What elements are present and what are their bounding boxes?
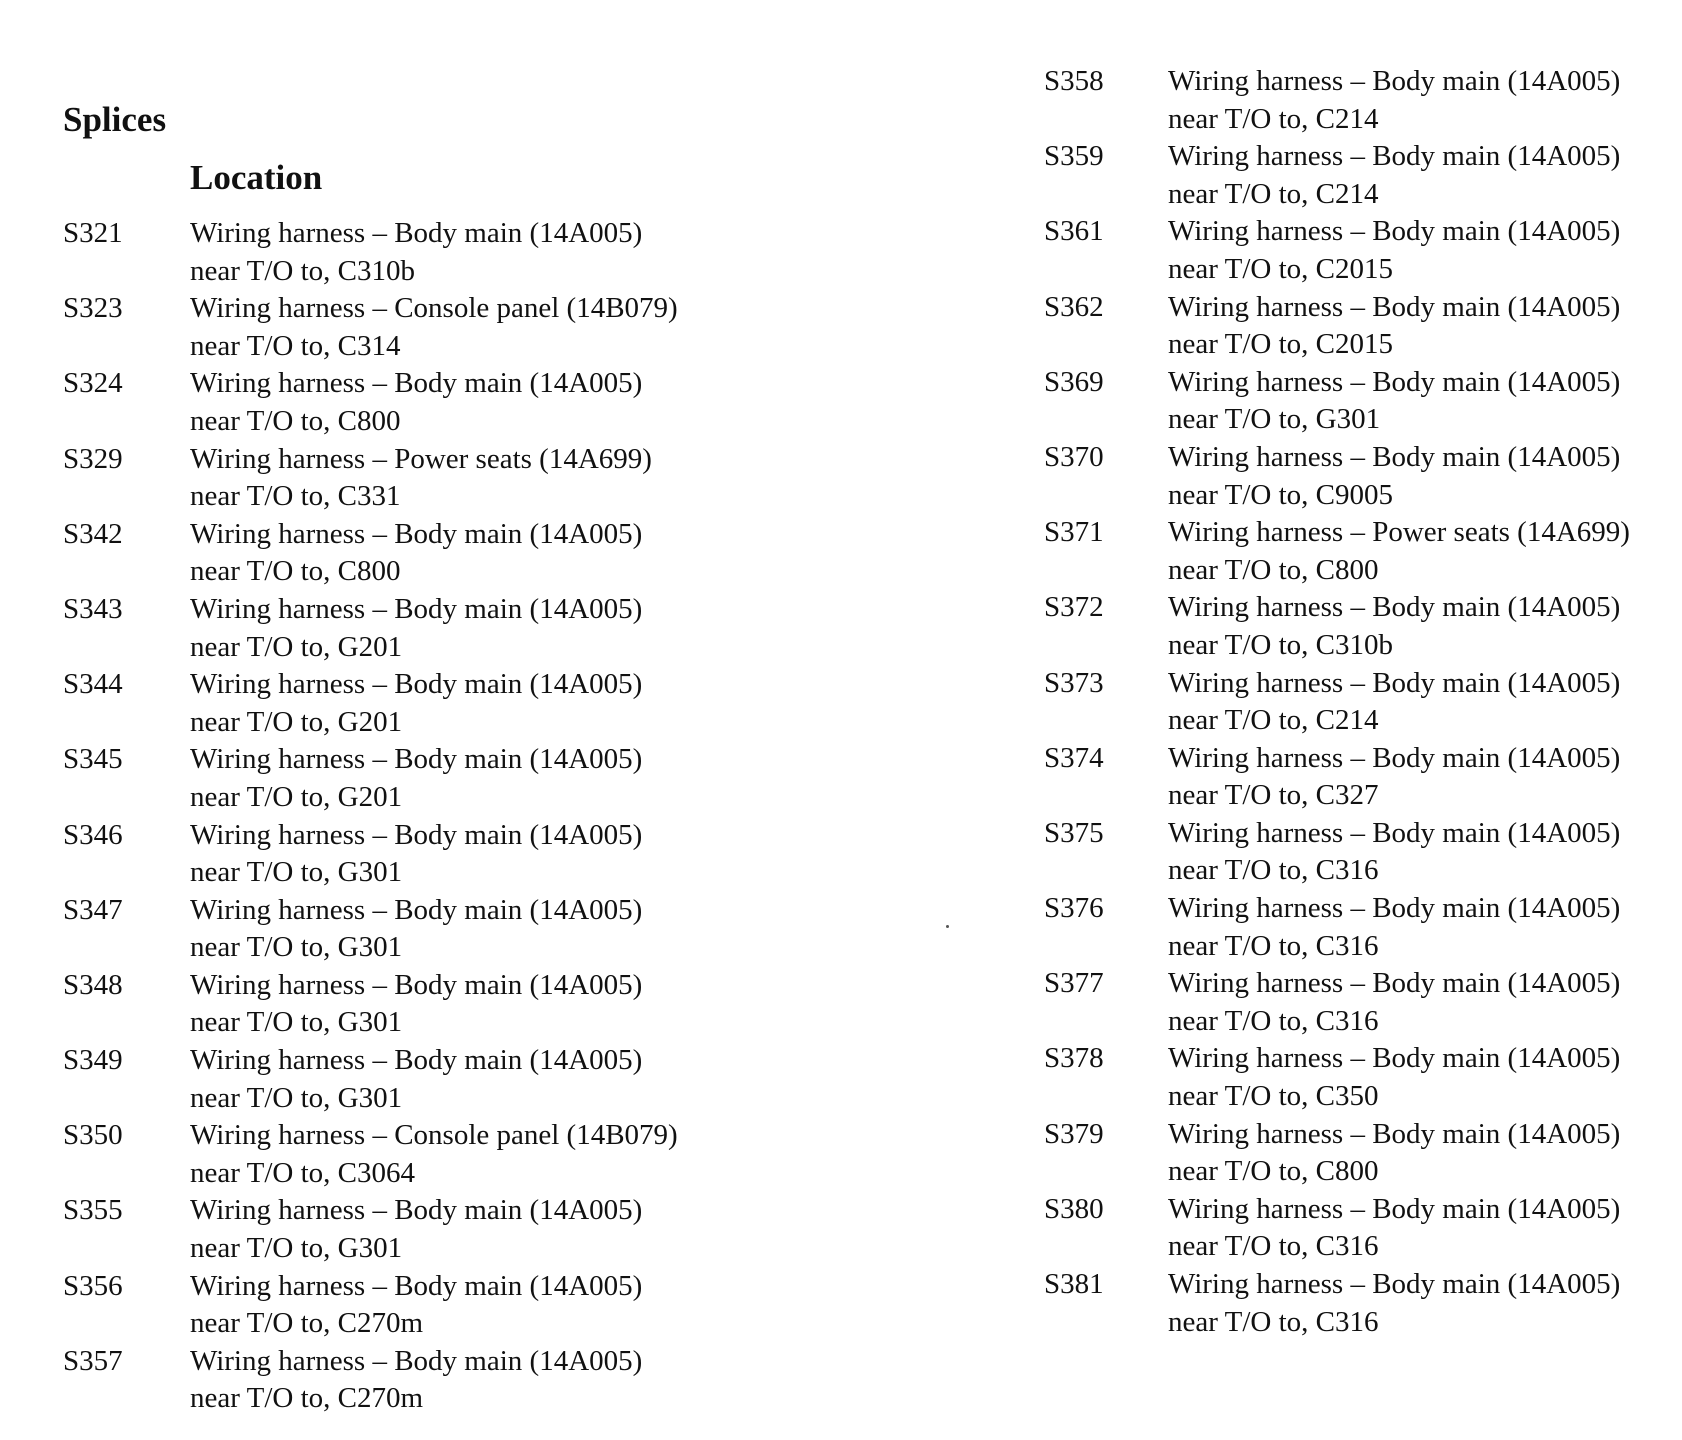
splice-location [1168,1191,1620,1266]
splice-code: S343 [63,592,123,625]
splice-location [190,1268,642,1343]
splice-location [1168,364,1620,439]
splice-code: S321 [63,217,123,249]
splice-location [190,1042,642,1117]
harness-description: Wiring harness – Console panel (14B079) [190,292,678,325]
near-connector: near T/O to, C800 [190,404,401,437]
splice-code: S346 [63,818,123,851]
harness-description: Wiring harness – Body main (14A005) [190,893,643,926]
splice-code: S359 [1044,140,1104,173]
near-connector: near T/O to, C2015 [1168,252,1393,285]
harness-description: Wiring harness – Body main (14A005) [190,217,643,249]
near-connector: near T/O to, C800 [190,555,401,588]
splice-code: S371 [1044,516,1104,549]
harness-description: Wiring harness – Body main (14A005) [1168,290,1621,323]
near-connector: near T/O to, C2015 [1168,328,1393,361]
harness-description: Wiring harness – Body main (14A005) [190,592,643,625]
splice-code: S348 [63,968,123,1001]
splice-code: S324 [63,367,123,400]
splice-code: S356 [63,1269,123,1302]
splice-location [190,1343,642,1418]
splice-location [1168,665,1620,740]
splice-location [190,516,642,591]
near-connector: near T/O to, G301 [190,1081,403,1114]
splice-code: S345 [63,743,123,776]
splice-code: S347 [63,893,123,926]
near-connector: near T/O to, C314 [190,329,401,362]
splice-code: S355 [63,1194,123,1227]
near-connector: near T/O to, G201 [190,780,403,813]
harness-description: Wiring harness – Power seats (14A699) [1168,516,1630,549]
splice-location [1168,514,1630,589]
splice-code: S350 [63,1119,123,1152]
splice-location [1168,213,1620,288]
harness-description: Wiring harness – Body main (14A005) [190,743,643,776]
splice-location [190,365,642,440]
harness-description: Wiring harness – Body main (14A005) [190,818,643,851]
splice-location [190,967,642,1042]
near-connector: near T/O to, C316 [1168,1230,1379,1263]
splice-location [1168,63,1620,138]
harness-description: Wiring harness – Body main (14A005) [1168,892,1621,925]
harness-description: Wiring harness – Body main (14A005) [190,968,643,1001]
near-connector: near T/O to, C316 [1168,1305,1379,1338]
splice-code: S378 [1044,1042,1104,1075]
harness-description: Wiring harness – Body main (14A005) [1168,215,1621,248]
harness-description: Wiring harness – Power seats (14A699) [190,442,652,475]
splice-location [1168,439,1620,514]
page-title: Splices [63,100,167,139]
near-connector: near T/O to, C270m [190,1307,424,1340]
splice-location [1168,589,1620,664]
splice-location [1168,1116,1620,1191]
splice-location [1168,965,1620,1040]
splice-location [1168,740,1620,815]
harness-description: Wiring harness – Body main (14A005) [190,517,643,550]
splice-location [1168,1040,1620,1115]
near-connector: near T/O to, G301 [190,1006,403,1039]
harness-description: Wiring harness – Body main (14A005) [190,1194,643,1227]
near-connector: near T/O to, G301 [190,931,403,964]
splice-code: S349 [63,1044,123,1077]
harness-description: Wiring harness – Body main (14A005) [1168,1042,1621,1075]
splice-location [190,892,642,967]
near-connector: near T/O to, C214 [1168,704,1379,737]
splice-location [190,290,678,365]
near-connector: near T/O to, C316 [1168,929,1379,962]
splice-location [1168,815,1620,890]
splice-location [190,215,642,290]
splice-code: S361 [1044,215,1104,248]
splice-code: S373 [1044,666,1104,699]
near-connector: near T/O to, C316 [1168,1004,1379,1037]
splice-location [1168,1266,1620,1341]
near-connector: near T/O to, G301 [190,1232,403,1265]
splice-code: S362 [1044,290,1104,323]
harness-description: Wiring harness – Body main (14A005) [1168,65,1621,97]
harness-description: Wiring harness – Body main (14A005) [190,1044,643,1077]
stray-dot [946,925,949,928]
harness-description: Wiring harness – Body main (14A005) [1168,440,1621,473]
splice-location [190,1192,642,1267]
splice-code: S380 [1044,1192,1104,1225]
harness-description: Wiring harness – Body main (14A005) [190,367,643,400]
near-connector: near T/O to, C9005 [1168,478,1393,511]
near-connector: near T/O to, C800 [1168,1155,1379,1188]
harness-description: Wiring harness – Body main (14A005) [1168,1268,1621,1300]
splice-location [190,1117,678,1192]
splice-location [190,817,642,892]
harness-description: Wiring harness – Body main (14A005) [1168,967,1621,1000]
splice-code: S370 [1044,440,1104,473]
splice-code: S377 [1044,967,1104,1000]
splice-code: S369 [1044,365,1104,398]
near-connector: near T/O to, C350 [1168,1080,1379,1113]
near-connector: near T/O to, G301 [190,856,403,889]
near-connector: near T/O to, C316 [1168,854,1379,887]
splice-code: S379 [1044,1117,1104,1150]
splice-location [1168,289,1620,364]
near-connector: near T/O to, C310b [190,254,415,287]
harness-description: Wiring harness – Body main (14A005) [190,1269,643,1302]
harness-description: Wiring harness – Body main (14A005) [1168,365,1621,398]
near-connector: near T/O to, C270m [190,1382,424,1415]
near-connector: near T/O to, C214 [1168,102,1379,135]
splice-code: S375 [1044,816,1104,849]
splice-code: S376 [1044,892,1104,925]
splice-location [1168,138,1620,213]
harness-description: Wiring harness – Body main (14A005) [190,668,643,701]
harness-description: Wiring harness – Body main (14A005) [1168,741,1621,774]
near-connector: near T/O to, C327 [1168,779,1379,812]
splice-code: S329 [63,442,123,475]
harness-description: Wiring harness – Body main (14A005) [1168,1192,1621,1225]
location-column-header: Location [190,158,323,197]
splice-location [190,666,642,741]
near-connector: near T/O to, C3064 [190,1156,415,1189]
splice-code: S357 [63,1344,123,1377]
splice-code: S381 [1044,1268,1104,1300]
splice-code: S372 [1044,591,1104,624]
harness-description: Wiring harness – Console panel (14B079) [190,1119,678,1152]
splice-code: S344 [63,668,123,701]
harness-description: Wiring harness – Body main (14A005) [190,1344,643,1377]
splice-code: S358 [1044,65,1104,97]
near-connector: near T/O to, G201 [190,705,403,738]
harness-description: Wiring harness – Body main (14A005) [1168,140,1621,173]
near-connector: near T/O to, C331 [190,480,401,513]
splice-code: S342 [63,517,123,550]
harness-description: Wiring harness – Body main (14A005) [1168,816,1621,849]
harness-description: Wiring harness – Body main (14A005) [1168,666,1621,699]
near-connector: near T/O to, C310b [1168,628,1393,661]
splice-code: S323 [63,292,123,325]
near-connector: near T/O to, G301 [1168,403,1381,436]
splice-location [190,591,642,666]
harness-description: Wiring harness – Body main (14A005) [1168,591,1621,624]
splice-location [190,441,652,516]
near-connector: near T/O to, C800 [1168,553,1379,586]
splice-location [1168,890,1620,965]
splice-location [190,741,642,816]
harness-description: Wiring harness – Body main (14A005) [1168,1117,1621,1150]
near-connector: near T/O to, C214 [1168,177,1379,210]
splice-code: S374 [1044,741,1104,774]
near-connector: near T/O to, G201 [190,630,403,663]
